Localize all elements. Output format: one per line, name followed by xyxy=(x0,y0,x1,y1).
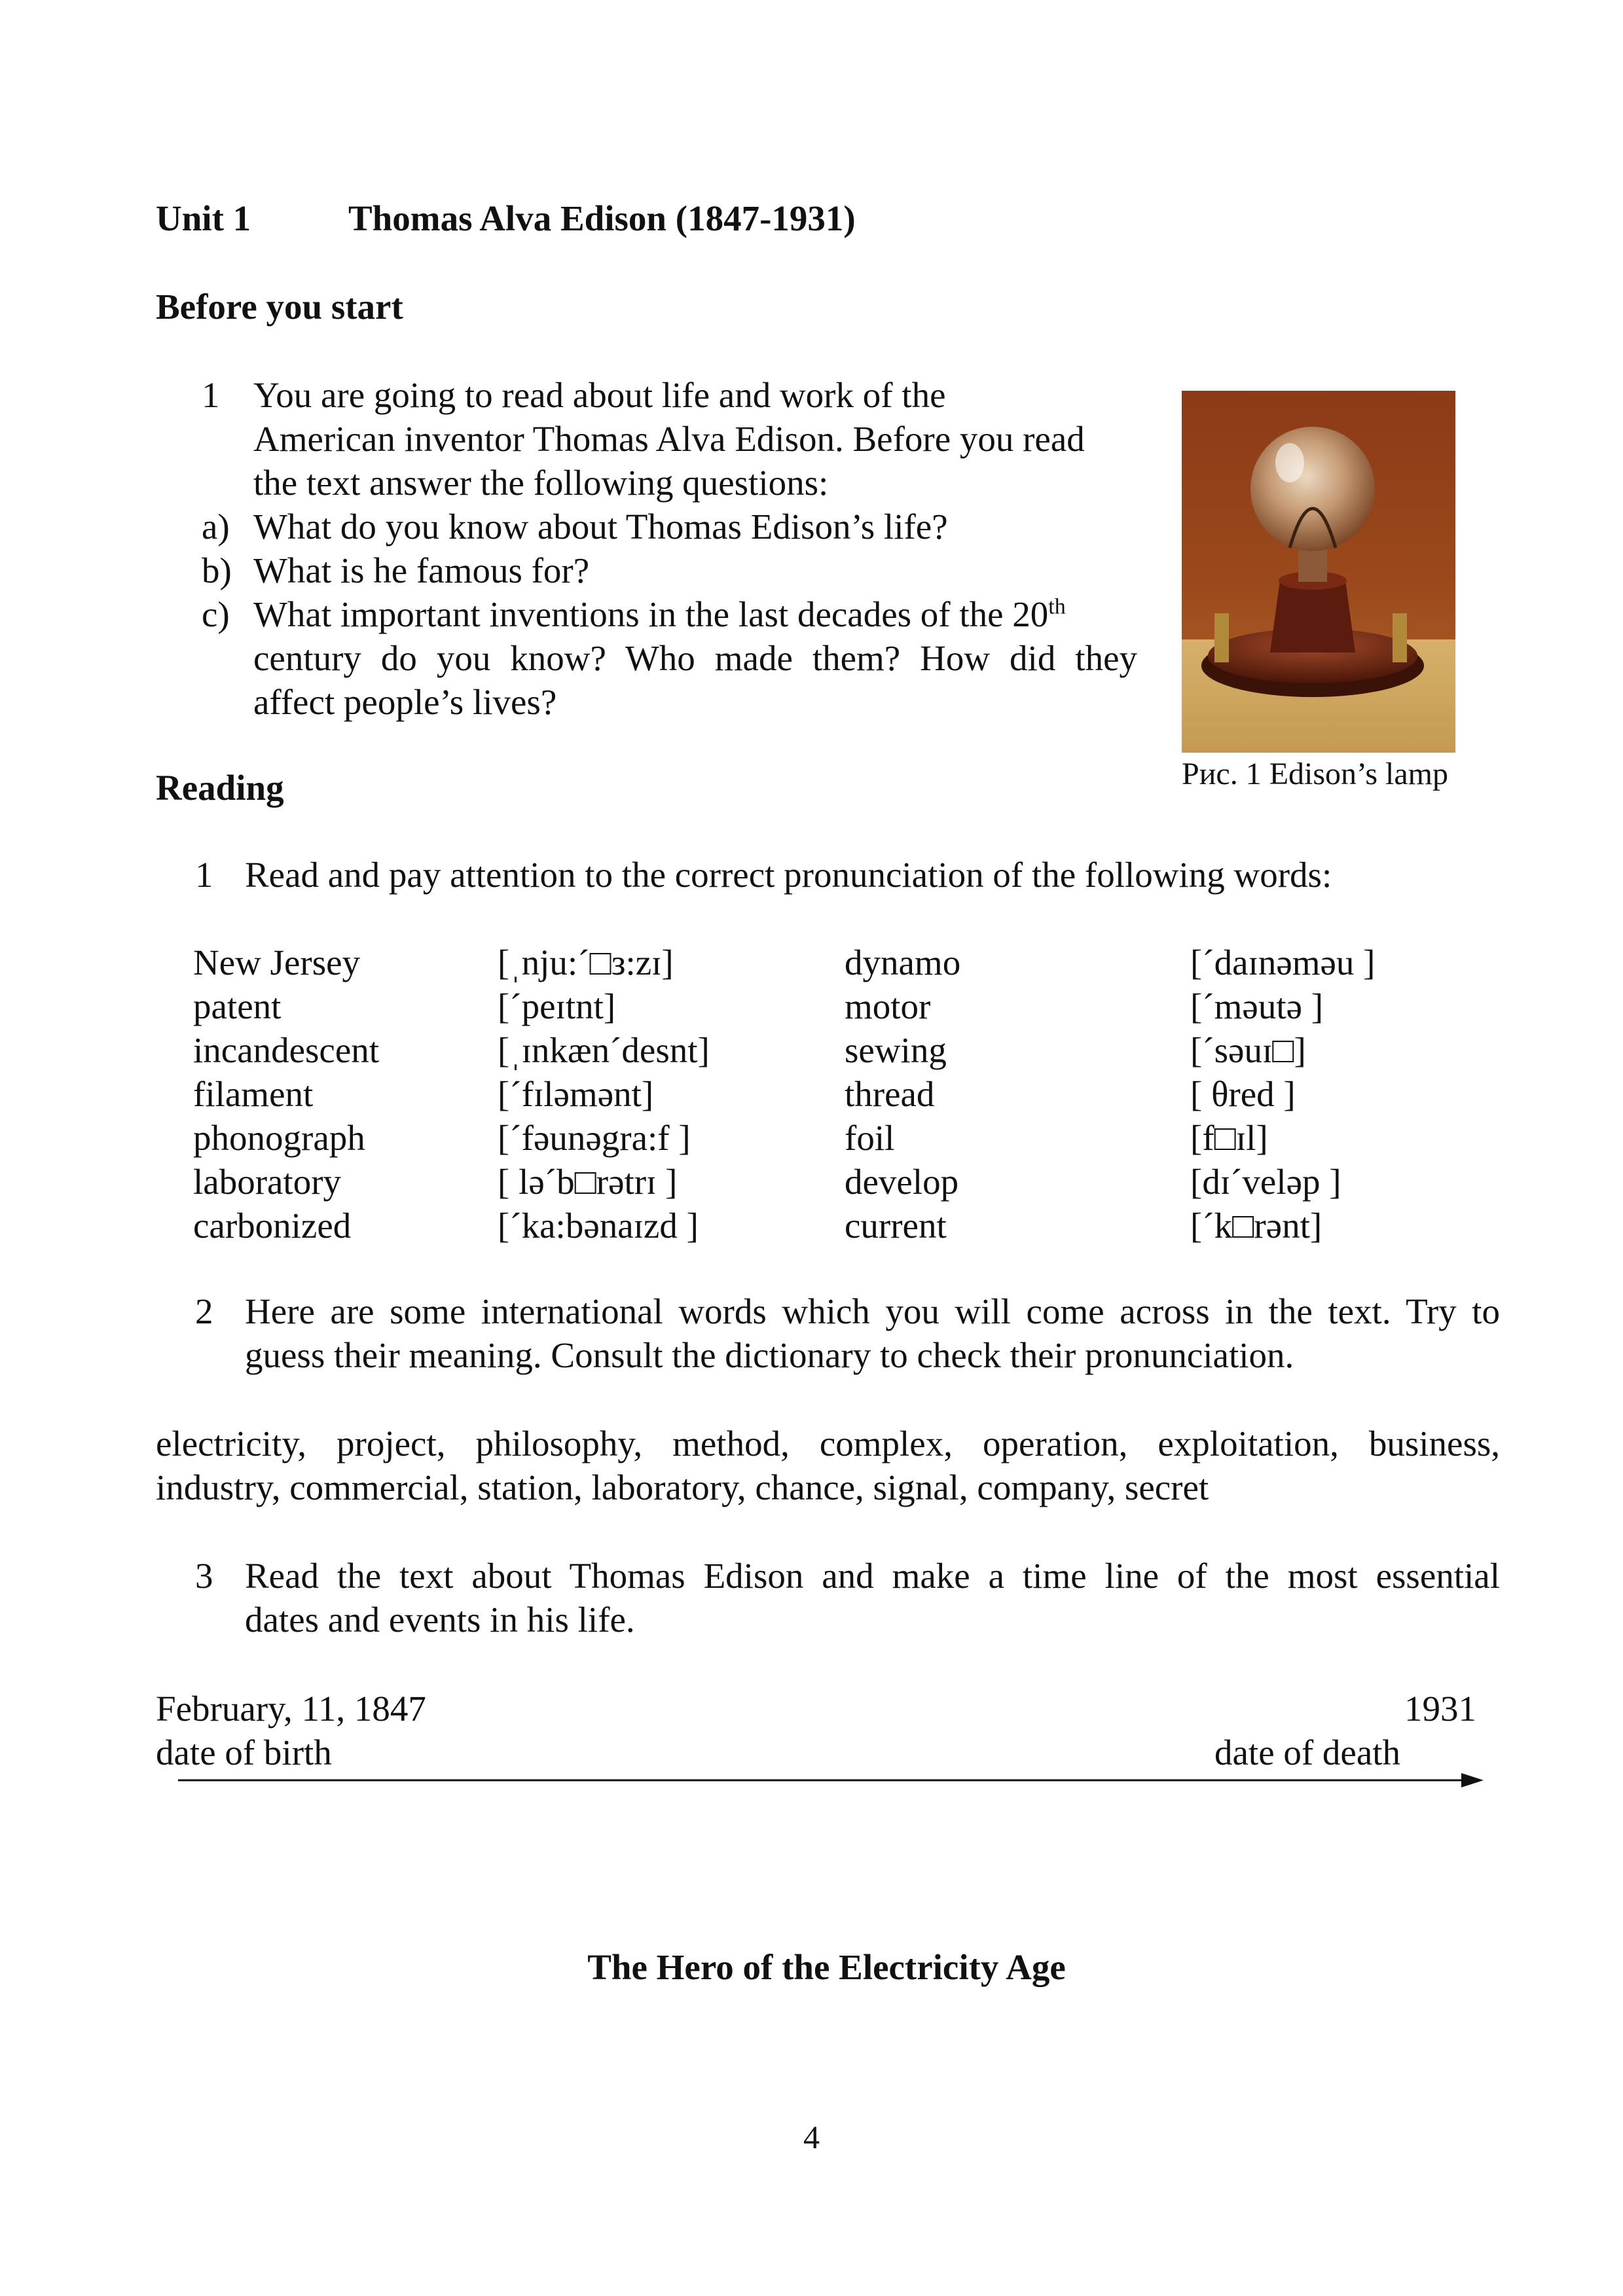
task-text: guess their meaning. Consult the dictionary to check their pronunciation. xyxy=(245,1335,1294,1375)
intro-line: the text answer the following questions: xyxy=(253,463,829,503)
task-text: Read the text about Thomas Edison and make a time line of the most essential xyxy=(245,1556,1500,1596)
word: dynamo xyxy=(845,942,961,982)
word: current xyxy=(845,1206,947,1246)
timeline-arrow xyxy=(177,1767,1486,1793)
question-text-main: What important inventions in the last decades of the 20 xyxy=(253,594,1049,634)
ipa: [ ləˊb□rətrɪ ] xyxy=(498,1162,678,1202)
word: patent xyxy=(193,986,282,1026)
task-text: Here are some international words which you will come across in the text. Try to xyxy=(245,1291,1500,1331)
question-marker: a) xyxy=(202,507,230,547)
ipa: [dɪˊveləp ] xyxy=(1190,1162,1341,1202)
question-marker: c) xyxy=(202,594,230,634)
timeline-end-date: 1931 xyxy=(1404,1689,1476,1729)
ipa: [f□ɪl] xyxy=(1190,1118,1268,1158)
reading-heading: Reading xyxy=(156,768,284,808)
question-marker: b) xyxy=(202,550,232,590)
question-text: affect people’s lives? xyxy=(253,682,557,722)
task-number: 1 xyxy=(202,375,220,415)
question-text: What is he famous for? xyxy=(253,550,590,590)
question-text xyxy=(253,592,1066,636)
word: incandescent xyxy=(193,1030,380,1070)
task-text: Read and pay attention to the correct pronunciation of the following words: xyxy=(245,855,1332,895)
word: develop xyxy=(845,1162,959,1202)
intro-line: You are going to read about life and work of the xyxy=(253,375,946,415)
ipa: [ˊfəunəgra:f ] xyxy=(498,1118,691,1158)
timeline-start-label: date of birth xyxy=(156,1732,332,1772)
word: foil xyxy=(845,1118,895,1158)
timeline-start-date: February, 11, 1847 xyxy=(156,1689,426,1729)
word: sewing xyxy=(845,1030,947,1070)
ipa: [ˊdaɪnəməu ] xyxy=(1190,942,1376,982)
question-text: What do you know about Thomas Edison’s life? xyxy=(253,507,948,547)
task-text: dates and events in his life. xyxy=(245,1600,635,1640)
ipa: [ˊk□rənt] xyxy=(1190,1206,1322,1246)
word: laboratory xyxy=(193,1162,342,1202)
page-number: 4 xyxy=(803,2119,820,2155)
ipa: [ θred ] xyxy=(1190,1074,1296,1114)
text-title: The Hero of the Electricity Age xyxy=(587,1947,1066,1987)
word: filament xyxy=(193,1074,314,1114)
ipa: [ˊpeɪtnt] xyxy=(498,986,616,1026)
ipa: [ˊsəuɪ□] xyxy=(1190,1030,1306,1070)
international-words: industry, commercial, station, laboratory, chance, signal, company, secret xyxy=(156,1467,1209,1507)
ipa: [ˌnju:ˊ□з:zɪ] xyxy=(498,942,674,982)
international-words: electricity, project, philosophy, method, complex, operation, exploitation, business, xyxy=(156,1424,1500,1463)
superscript: th xyxy=(1048,594,1066,619)
word: motor xyxy=(845,986,931,1026)
word: thread xyxy=(845,1074,935,1114)
ipa: [ˌɪnkænˊdesnt] xyxy=(498,1030,710,1070)
task-number: 2 xyxy=(195,1291,213,1331)
word: phonograph xyxy=(193,1118,365,1158)
task-number: 3 xyxy=(195,1556,213,1596)
before-you-start-heading: Before you start xyxy=(156,287,403,327)
task-number: 1 xyxy=(195,855,213,895)
timeline-end-label: date of death xyxy=(1214,1732,1401,1772)
word: carbonized xyxy=(193,1206,352,1246)
question-text: century do you know? Who made them? How did they xyxy=(253,638,1137,678)
ipa: [ˊka:bənaɪzd ] xyxy=(498,1206,699,1246)
unit-label: Unit 1 xyxy=(156,198,251,238)
intro-line: American inventor Thomas Alva Edison. Before you read xyxy=(253,419,1085,459)
ipa: [ˊməutə ] xyxy=(1190,986,1324,1026)
word: New Jersey xyxy=(193,942,361,982)
edison-lamp-photo xyxy=(1182,391,1455,753)
ipa: [ˊfɪləmənt] xyxy=(498,1074,654,1114)
unit-title: Thomas Alva Edison (1847-1931) xyxy=(348,198,856,238)
figure-caption: Рис. 1 Edison’s lamp xyxy=(1182,757,1449,791)
